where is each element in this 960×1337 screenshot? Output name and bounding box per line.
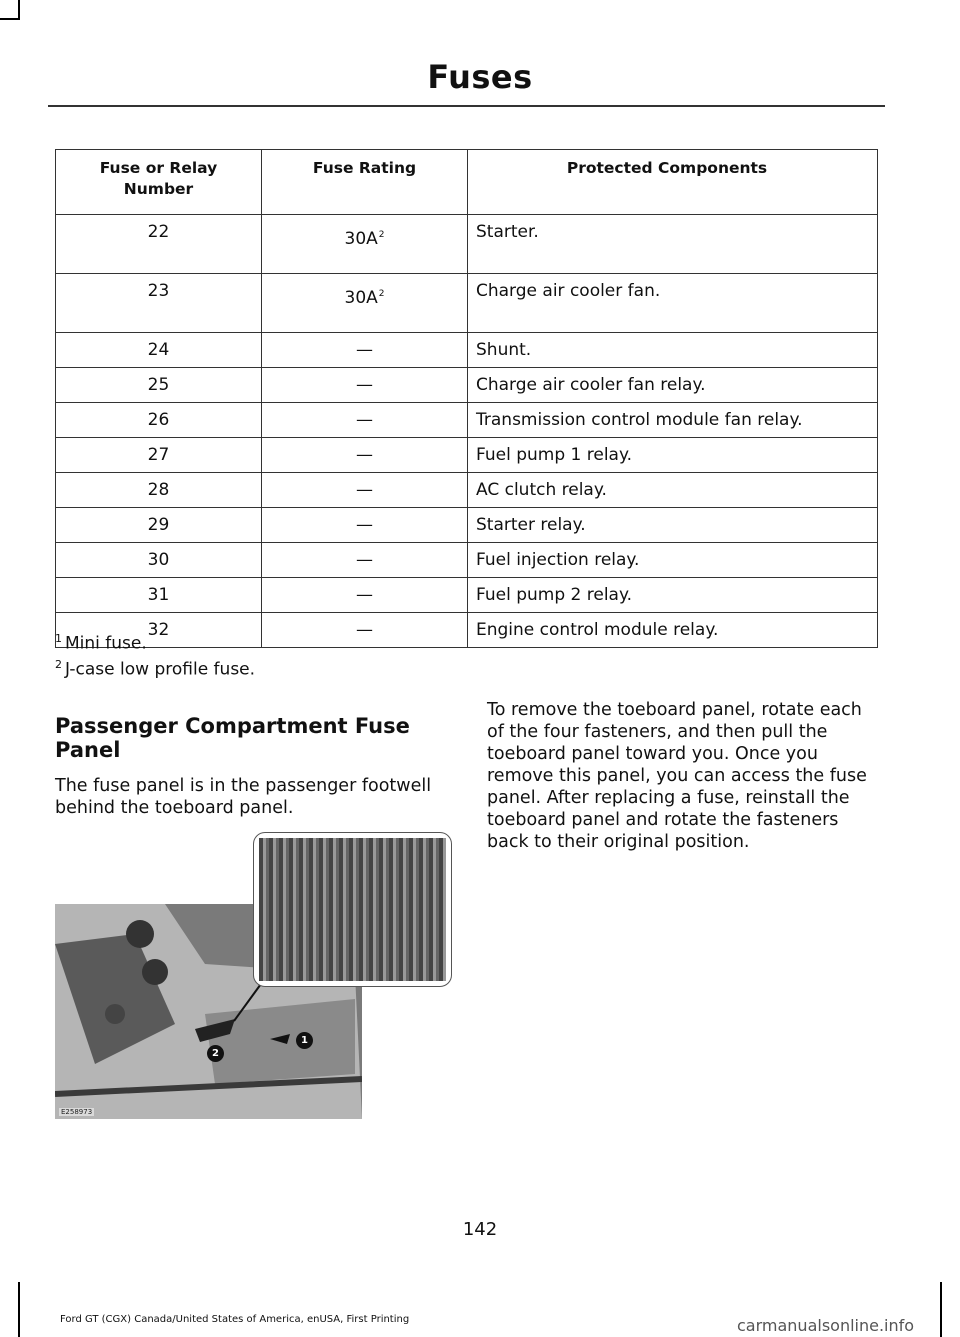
fuse-number: 23 (56, 274, 262, 333)
fuse-rating: — (262, 473, 468, 508)
fuse-rating: — (262, 508, 468, 543)
footnote-text: J-case low profile fuse. (65, 659, 256, 680)
fuse-rating: — (262, 613, 468, 648)
instructions-paragraph: To remove the toeboard panel, rotate each of the four fasteners, and then pull the toeboard panel toward you. Once you remove this panel, you can access the fuse panel. After replacing a fuse, reinstall the toeboard panel and rotate the fasteners back to their original position. (487, 700, 867, 852)
fuse-rating: — (262, 578, 468, 613)
watermark: carmanualsonline.info (737, 1316, 915, 1335)
fuse-number: 27 (56, 438, 262, 473)
fuse-number: 26 (56, 403, 262, 438)
callout-2: 2 (207, 1045, 224, 1062)
footnote-1 (55, 632, 147, 654)
table-row (56, 215, 878, 274)
crop-mark-bottom-left-v (18, 1282, 20, 1337)
footnote-ref: 2 (378, 289, 385, 300)
protected-component: Shunt. (468, 333, 878, 368)
intro-paragraph: The fuse panel is in the passenger footwell behind the toeboard panel. (55, 776, 432, 818)
fuse-number: 24 (56, 333, 262, 368)
table-row (56, 578, 878, 613)
footnote-2 (55, 658, 255, 680)
table-row (56, 613, 878, 648)
section-heading: Passenger Compartment Fuse Panel (55, 714, 410, 762)
column-header-rating: Fuse Rating (262, 150, 468, 215)
footer-publication: Ford GT (CGX) Canada/United States of America, enUSA, First Printing (60, 1314, 410, 1325)
fuse-panel-inset (253, 832, 452, 987)
fuse-panel-closeup (259, 838, 446, 981)
fuse-number: 28 (56, 473, 262, 508)
table-row (56, 274, 878, 333)
fuse-rating: — (262, 368, 468, 403)
fuse-number: 32 (56, 613, 262, 648)
fuse-table (55, 149, 878, 648)
fuse-rating (262, 215, 468, 274)
page-number: 142 (462, 1219, 498, 1240)
column-header-components: Protected Components (468, 150, 878, 215)
table-row (56, 333, 878, 368)
table-header-row (56, 150, 878, 215)
fuse-number: 25 (56, 368, 262, 403)
footnote-ref: 2 (378, 230, 385, 241)
crop-mark-bottom-right-v (940, 1282, 942, 1337)
fuse-rating: — (262, 333, 468, 368)
protected-component: Starter. (468, 215, 878, 274)
fuse-rating: — (262, 543, 468, 578)
protected-component: AC clutch relay. (468, 473, 878, 508)
footnote-mark: 2 (55, 658, 62, 671)
protected-component: Charge air cooler fan. (468, 274, 878, 333)
fuse-rating (262, 274, 468, 333)
protected-component: Charge air cooler fan relay. (468, 368, 878, 403)
protected-component: Engine control module relay. (468, 613, 878, 648)
protected-component: Starter relay. (468, 508, 878, 543)
fuse-number: 22 (56, 215, 262, 274)
fuse-rating: — (262, 438, 468, 473)
table-row (56, 368, 878, 403)
crop-mark-top-left-h (0, 18, 20, 20)
table-row (56, 508, 878, 543)
protected-component: Fuel pump 2 relay. (468, 578, 878, 613)
table-row (56, 473, 878, 508)
fuse-number: 31 (56, 578, 262, 613)
protected-component: Fuel pump 1 relay. (468, 438, 878, 473)
header-divider (48, 105, 885, 107)
callout-1: 1 (296, 1032, 313, 1049)
column-header-number: Fuse or Relay Number (56, 150, 262, 215)
image-code: E258973 (61, 1108, 93, 1116)
fuse-number: 29 (56, 508, 262, 543)
rating-value: 30A (344, 288, 378, 308)
crop-mark-top-left-v (18, 0, 20, 20)
rating-value: 30A (344, 229, 378, 249)
table-row (56, 543, 878, 578)
protected-component: Transmission control module fan relay. (468, 403, 878, 438)
table-row (56, 438, 878, 473)
table-row (56, 403, 878, 438)
protected-component: Fuel injection relay. (468, 543, 878, 578)
fuse-rating: — (262, 403, 468, 438)
page-title: Fuses (427, 58, 533, 96)
footnote-mark: 1 (55, 632, 62, 645)
footnote-text: Mini fuse. (65, 633, 147, 654)
fuse-number: 30 (56, 543, 262, 578)
